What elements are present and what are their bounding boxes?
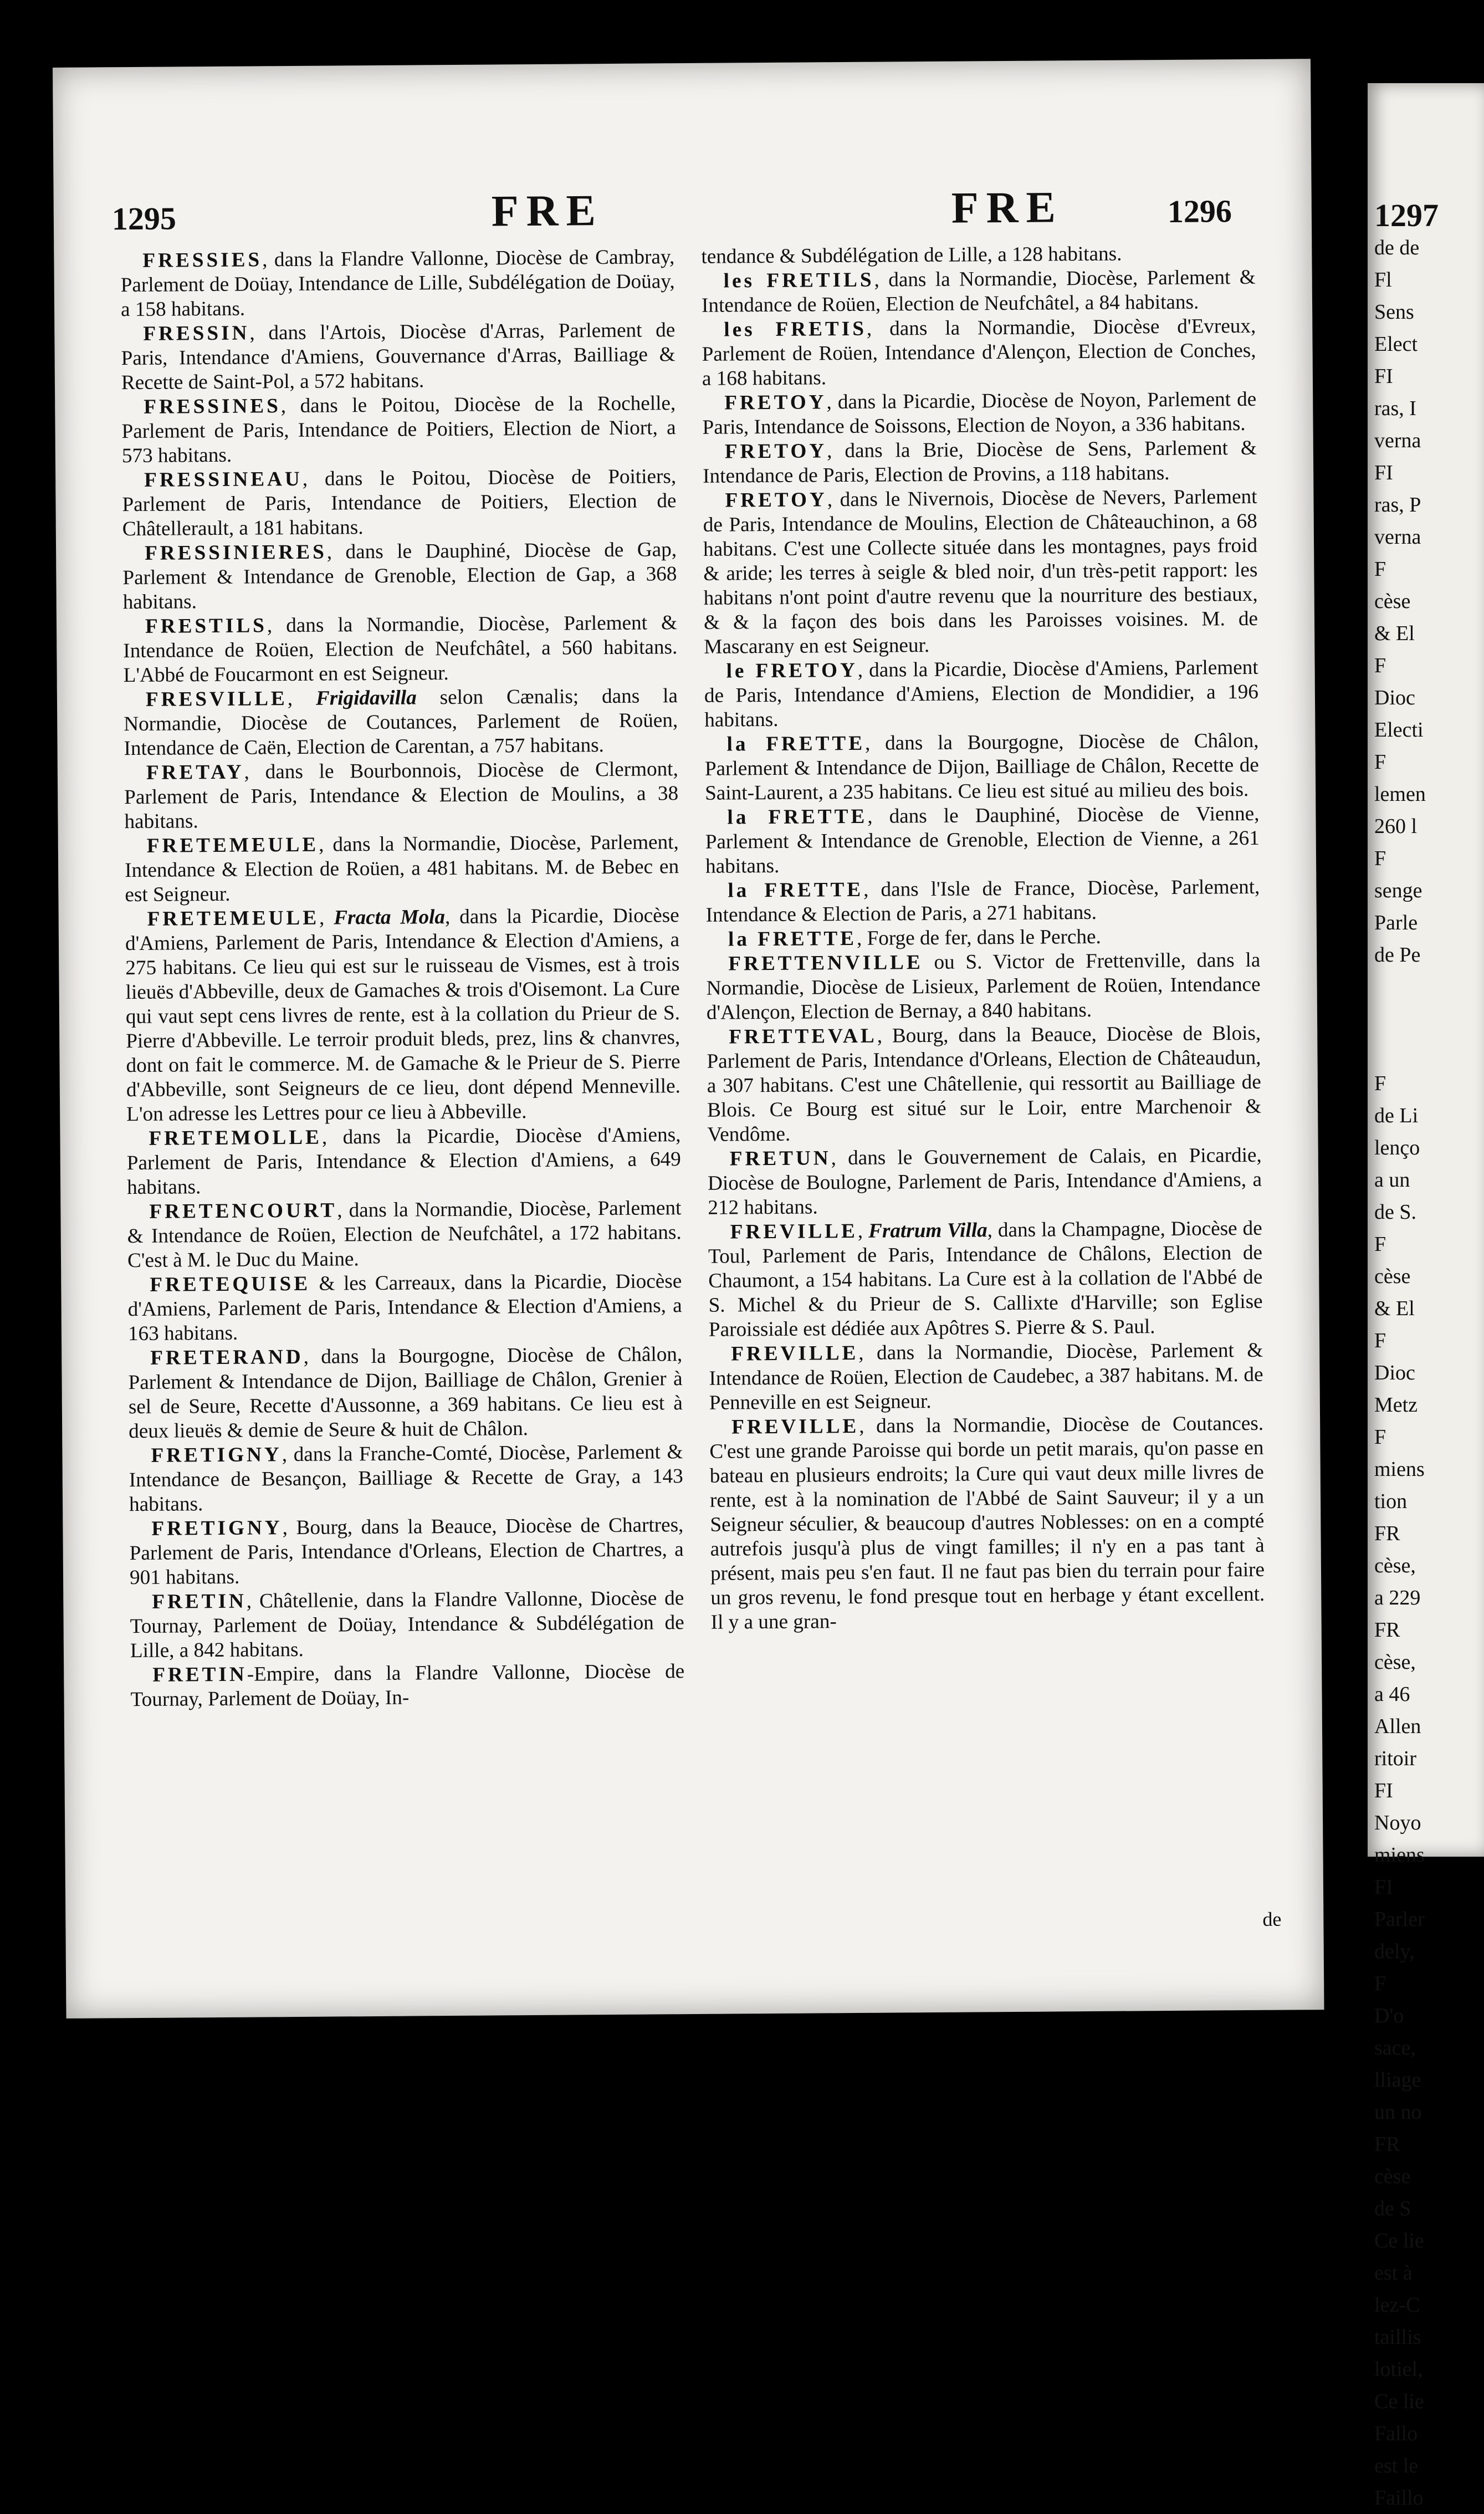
adjacent-page-fragment: F bbox=[1374, 1329, 1386, 1352]
entry-headword: FRETEQUISE bbox=[150, 1272, 311, 1296]
entry-text: , dans la Normandie, Diocèse de Coutances. C'est une grande Paroisse qui borde un petit marais, qu'on passe en bateau en plusieurs endroits; la Cure qui vaut deux mille livres de rente, est à la nomination de l'Abbé de Saint Sauveur; il y a un Seigneur séculier, & beaucoup d'autres Noblesses: on en a compté autrefois jusqu'à plus de vingt familles; il n'y en a pas tant à présent, mais peu s'en faut. Il ne faut pas bien du terrain pour faire un gros revenu, le fond presque tout en herbage y étant excellent. Il y a une gran- bbox=[709, 1412, 1265, 1634]
entry-headword: FREVILLE bbox=[730, 1219, 858, 1244]
entry-text: , Châtellenie, dans la Flandre Vallonne, Diocèse de Tournay, Parlement de Doüay, Intendance & Subdélégation de Lille, a 842 habitans. bbox=[130, 1587, 684, 1663]
adjacent-page-fragment bbox=[1368, 971, 1484, 1003]
dictionary-entry bbox=[121, 318, 676, 395]
entry-text: -Empire, dans la Flandre Vallonne, Diocèse de Tournay, Parlement de Doüay, In- bbox=[130, 1660, 685, 1711]
entry-text: , dans la Picardie, Diocèse d'Amiens, Parlement de Paris, Intendance & Election d'Amiens, a 275 habitans. Ce lieu qui est sur le ruisseau de Vismes, est à trois lieuës d'Abbeville, deux de Gamaches & trois d'Oisemont. La Cure qui vaut sept cens livres de rente, est à la collation du Prieur de S. Pierre d'Abbeville. Le terroir produit bleds, prez, lins & chanvres, dont on fait le commerce. M. de Gamache & le Prieur de S. Pierre d'Abbeville, sont Seigneurs de ce lieu, dont dépend Menneville. L'on adresse les Lettres pour ce lieu à Abbeville. bbox=[125, 904, 680, 1126]
entry-headword: FRETIGNY bbox=[151, 1443, 282, 1467]
adjacent-page-fragment: senge bbox=[1374, 879, 1422, 902]
dictionary-entry bbox=[130, 1586, 684, 1663]
entry-headword: FRETTEVAL bbox=[729, 1024, 877, 1049]
adjacent-page-fragment: F bbox=[1374, 1233, 1386, 1256]
dictionary-entry bbox=[706, 924, 1260, 952]
dictionary-entry bbox=[703, 436, 1257, 489]
entry-text: , dans le Dauphiné, Diocèse de Gap, Parlement & Intendance de Grenoble, Election de Gap, a 368 habitans. bbox=[122, 538, 677, 614]
entry-text: , Forge de fer, dans le Perche. bbox=[856, 925, 1101, 950]
adjacent-page-fragment: sace, bbox=[1374, 2036, 1416, 2060]
dictionary-entry bbox=[702, 387, 1257, 440]
entry-text: selon Cænalis; dans la Normandie, Diocèse de Coutances, Parlement de Roüen, Intendance de Caën, Election de Carentan, a 757 habitans. bbox=[124, 684, 678, 760]
entry-text: , dans le Poitou, Diocèse de Poitiers, Parlement de Paris, Intendance de Poitiers, Election de Châtellerault, a 181 habitans. bbox=[122, 465, 677, 541]
adjacent-page-fragment: cèse, bbox=[1374, 1651, 1416, 1674]
left-page-number: 1295 bbox=[111, 200, 177, 237]
entry-text: , dans la Bourgogne, Diocèse de Châlon, Parlement & Intendance de Dijon, Bailliage de Châlon, Grenier à sel de Seure, Recette d'Aussonne, a 369 habitans. Ce lieu est à deux lieuës & demie de Seure & huit de Châlon. bbox=[128, 1343, 683, 1443]
dictionary-entry bbox=[127, 1269, 682, 1346]
adjacent-page-fragment: de de bbox=[1374, 236, 1420, 259]
adjacent-page-number: 1297 bbox=[1374, 197, 1439, 233]
entry-headword: FREVILLE bbox=[731, 1341, 859, 1366]
dictionary-entry bbox=[126, 1123, 681, 1200]
adjacent-page-fragment: F bbox=[1374, 847, 1386, 870]
dictionary-entry bbox=[127, 1196, 682, 1273]
adjacent-page-fragment: Metz bbox=[1374, 1393, 1418, 1417]
adjacent-page-fragment: FI bbox=[1374, 1876, 1393, 1899]
entry-text: , dans le Nivernois, Diocèse de Nevers, Parlement de Paris, Intendance de Moulins, Election de Châteauchinon, a 68 habitans. C'est une Collecte située dans les montagnes, pays froid & aride; les terres à seigle & bled noir, d'un très-petit rapport: les habitans n'ont point d'autre revenu que la nourriture des bestiaux, & & la façon des bois dans les Paroisses voisines. M. de Mascarany en est Seigneur. bbox=[703, 485, 1258, 658]
entry-headword: FRETTENVILLE bbox=[728, 951, 923, 975]
right-page-number: 1296 bbox=[1167, 193, 1232, 229]
adjacent-page-fragment: FI bbox=[1374, 365, 1393, 388]
adjacent-page-fragment: F bbox=[1374, 654, 1386, 677]
dictionary-entry bbox=[705, 802, 1260, 879]
dictionary-entry bbox=[129, 1440, 683, 1517]
adjacent-page-fragment: dely, bbox=[1374, 1940, 1415, 1963]
adjacent-page-fragment: F bbox=[1374, 750, 1386, 774]
entry-headword: FRETUN bbox=[729, 1147, 831, 1171]
entry-text: , dans la Bourgogne, Diocèse de Châlon, Parlement & Intendance de Dijon, Bailliage de Châlon, Recette de Saint-Laurent, a 235 habitans. Ce lieu est situé au milieu des bois. bbox=[704, 729, 1259, 805]
entry-headword: FRETENCOURT bbox=[149, 1199, 337, 1223]
adjacent-page-fragment: Noyo bbox=[1374, 1811, 1421, 1835]
entry-text: , dans la Normandie, Diocèse, Parlement & Intendance de Roüen, Election de Neufchâtel, a 172 habitans. C'est à M. le Duc du Maine. bbox=[127, 1197, 682, 1273]
entry-headword: FRESSIN bbox=[143, 321, 250, 345]
adjacent-page-fragment: Fallo bbox=[1374, 2422, 1418, 2445]
adjacent-page-fragment: de S. bbox=[1374, 1200, 1416, 1224]
entry-headword: FRETEMEULE bbox=[147, 906, 320, 931]
adjacent-page-fragment: F bbox=[1374, 558, 1386, 581]
adjacent-page-fragment: & El bbox=[1374, 1297, 1415, 1320]
adjacent-page-fragment: miens bbox=[1374, 1458, 1425, 1481]
entry-headword: les FRETIS bbox=[724, 317, 867, 341]
adjacent-page-fragment: ras, I bbox=[1374, 397, 1416, 420]
entry-headword: FRESTILS bbox=[145, 614, 268, 638]
dictionary-entry bbox=[704, 656, 1258, 733]
adjacent-page-fragment: cèse bbox=[1374, 2165, 1411, 2188]
adjacent-page-fragment bbox=[1368, 1003, 1484, 1035]
left-running-head: FRE bbox=[491, 186, 604, 236]
entry-text: , dans la Flandre Vallonne, Diocèse de Cambray, Parlement de Doüay, Intendance de Lille, Subdélégation de Doüay, a 158 habitans. bbox=[120, 246, 675, 321]
dictionary-entry bbox=[709, 1338, 1263, 1416]
adjacent-page-fragment: verna bbox=[1374, 429, 1421, 452]
entry-headword: les FRETILS bbox=[723, 268, 874, 293]
entry-text: , dans la Champagne, Diocèse de Toul, Parlement de Paris, Intendance de Châlons, Election de Chaumont, a 154 habitans. La Cure est à la collation de l'Abbé de S. Michel & du Prieur de S. Callixte d'Harville; son Eglise Paroissiale est dédiée aux Apôtres S. Pierre & S. Paul. bbox=[708, 1217, 1263, 1341]
adjacent-page-fragment: verna bbox=[1374, 525, 1421, 549]
adjacent-page-fragment: Elect bbox=[1374, 333, 1418, 356]
dictionary-entry bbox=[702, 265, 1256, 318]
adjacent-page-fragment: de S bbox=[1374, 2197, 1411, 2220]
entry-headword: la FRETTE bbox=[727, 805, 868, 829]
adjacent-page-fragment: tion bbox=[1374, 1490, 1408, 1513]
adjacent-page-fragment: est à bbox=[1374, 2261, 1413, 2285]
entry-text: , dans l'Artois, Diocèse d'Arras, Parlement de Paris, Intendance d'Amiens, Gouvernance d'Arras, Bailliage & Recette de Saint-Pol, a 572 habitans. bbox=[121, 319, 676, 395]
entry-text: , dans la Normandie, Diocèse, Parlement & Intendance de Roüen, Election de Neufchâtel, a 84 habitans. bbox=[701, 265, 1256, 317]
entry-latin-name: Fracta Mola bbox=[334, 906, 446, 929]
entry-text: ou S. Victor de Frettenville, dans la Normandie, Diocèse de Lisieux, Parlement de Roüen, Intendance d'Alençon, Election de Bernay, a 840 habitans. bbox=[706, 948, 1261, 1024]
entry-headword: FREVILLE bbox=[731, 1414, 859, 1439]
dictionary-entry: FRESVILLE, Frigidavilla selon Cænalis; dans la Normandie, Diocèse de Coutances, Parlement de Roüen, Intendance de Caën, Election de Carentan, a 757 habitans. bbox=[124, 684, 678, 760]
entry-text: , dans la Normandie, Diocèse, Parlement & Intendance de Roüen, Election de Neufchâtel, a 560 habitans. L'Abbé de Foucarmont en est Seigneur. bbox=[123, 611, 678, 687]
entry-text: , dans la Picardie, Diocèse d'Amiens, Parlement de Paris, Intendance & Election d'Amiens, a 649 habitans. bbox=[126, 1123, 681, 1199]
dictionary-entry bbox=[707, 1021, 1262, 1147]
adjacent-page-fragment: lemen bbox=[1374, 783, 1426, 806]
entry-text: tendance & Subdélégation de Lille, a 128 habitans. bbox=[701, 242, 1122, 268]
adjacent-page-fragment: de Pe bbox=[1374, 943, 1421, 967]
entry-text: , Bourg, dans la Beauce, Diocèse de Chartres, Parlement de Paris, Intendance d'Orleans, Election de Chartres, a 901 habitans. bbox=[129, 1514, 684, 1590]
adjacent-page-fragment: Electi bbox=[1374, 718, 1424, 742]
entry-headword: FRETOY bbox=[724, 440, 827, 463]
entry-headword: FRETIN bbox=[152, 1663, 247, 1687]
dictionary-entry bbox=[706, 948, 1261, 1025]
adjacent-page-fragment: Ce lie bbox=[1374, 2229, 1424, 2252]
entry-text: , dans la Picardie, Diocèse d'Amiens, Parlement de Paris, Intendance d'Amiens, Election de Mondidier, a 196 habitans. bbox=[704, 656, 1259, 732]
adjacent-page-fragment: D'o bbox=[1374, 2004, 1404, 2027]
entry-text: , dans le Gouvernement de Calais, en Picardie, Diocèse de Boulogne, Parlement de Paris, Intendance d'Amiens, a 212 habitans. bbox=[707, 1143, 1262, 1219]
adjacent-page-fragment: Allen bbox=[1374, 1715, 1421, 1738]
dictionary-entry bbox=[708, 1143, 1262, 1220]
entry-text: , dans la Normandie, Diocèse, Parlement, Intendance & Election de Roüen, a 481 habitans. M. de Bebec en est Seigneur. bbox=[124, 831, 679, 907]
adjacent-page-fragment: ritoir bbox=[1374, 1747, 1416, 1770]
entry-headword: FRETOY bbox=[725, 488, 827, 512]
entry-text: , dans la Franche-Comté, Diocèse, Parlement & Intendance de Besançon, Bailliage & Recette de Gray, a 143 habitans. bbox=[129, 1440, 683, 1516]
adjacent-page-fragment: cèse bbox=[1374, 1265, 1411, 1288]
adjacent-page-fragment: 260 l bbox=[1374, 815, 1418, 838]
adjacent-page-fragment: F bbox=[1374, 1072, 1386, 1095]
adjacent-page-fragment: Parler bbox=[1374, 1908, 1425, 1931]
dictionary-entry bbox=[702, 314, 1256, 391]
dictionary-entry bbox=[122, 464, 677, 541]
adjacent-page bbox=[1368, 83, 1484, 2510]
adjacent-page-fragment: Parle bbox=[1374, 911, 1418, 934]
entry-headword: FRESVILLE bbox=[145, 687, 288, 711]
entry-headword: la FRETTE bbox=[728, 927, 857, 951]
entry-headword: FRETEMEULE bbox=[146, 833, 319, 857]
dictionary-entry bbox=[122, 538, 677, 615]
adjacent-page-fragment: a un bbox=[1374, 1168, 1410, 1192]
dictionary-entry bbox=[128, 1342, 683, 1444]
adjacent-page-fragment: FI bbox=[1374, 461, 1393, 484]
adjacent-page-fragment: lez-C bbox=[1374, 2293, 1420, 2317]
entry-text: , dans le Dauphiné, Diocèse de Vienne, Parlement & Intendance de Grenoble, Election de Vienne, a 261 habitans. bbox=[705, 802, 1260, 878]
adjacent-page-fragment: FR bbox=[1374, 1522, 1400, 1545]
adjacent-page-fragment: cèse, bbox=[1374, 1554, 1416, 1577]
adjacent-page-fragment: un no bbox=[1374, 2101, 1422, 2124]
adjacent-page-fragment: FR bbox=[1374, 2133, 1400, 2156]
dictionary-entry bbox=[709, 1412, 1265, 1635]
adjacent-page-fragment: est le bbox=[1374, 2454, 1419, 2477]
adjacent-page-fragment: F bbox=[1374, 1425, 1386, 1449]
entry-headword: FRESSINEAU bbox=[144, 467, 303, 492]
book-page-spread bbox=[53, 59, 1324, 2019]
adjacent-page-fragment: cèse bbox=[1374, 590, 1411, 613]
adjacent-page-fragment bbox=[1368, 1035, 1484, 1067]
entry-text: , dans la Normandie, Diocèse, Parlement & Intendance de Roüen, Election de Caudebec, a 387 habitans. M. de Penneville en est Seigneur. bbox=[709, 1338, 1263, 1414]
adjacent-page-fragment: F bbox=[1374, 1972, 1386, 1995]
adjacent-page-fragment: FI bbox=[1374, 1779, 1393, 1802]
adjacent-page-fragment: lenço bbox=[1374, 1136, 1420, 1159]
dictionary-entry bbox=[704, 729, 1259, 806]
entry-text: , dans la Brie, Diocèse de Sens, Parlement & Intendance de Paris, Election de Provins, a 118 habitans. bbox=[703, 436, 1257, 488]
entry-text: , Bourg, dans la Beauce, Diocèse de Blois, Parlement de Paris, Intendance d'Orleans, Election de Châteaudun, a 307 habitans. C'est une Châtellenie, qui ressortit au Bailliage de Blois. Ce Bourg est situé sur le Loir, entre Marchenoir & Vendôme. bbox=[707, 1021, 1262, 1146]
dictionary-entry bbox=[125, 830, 679, 907]
adjacent-page-fragment: de Li bbox=[1374, 1104, 1419, 1127]
adjacent-page-fragment: FR bbox=[1374, 1618, 1400, 1642]
adjacent-page-fragment: Fl bbox=[1374, 268, 1392, 292]
catchword: de bbox=[1262, 1908, 1282, 1930]
adjacent-page-fragment: ras, P bbox=[1374, 493, 1421, 517]
adjacent-page-fragment: lotiel, bbox=[1374, 2358, 1423, 2381]
entry-headword: FRETERAND bbox=[150, 1345, 304, 1370]
entry-headword: FRETEMOLLE bbox=[149, 1126, 323, 1150]
adjacent-page-fragment: Ce lie bbox=[1374, 2390, 1424, 2413]
dictionary-entry bbox=[120, 245, 675, 322]
adjacent-page-fragments bbox=[1368, 232, 1484, 2514]
dictionary-entry bbox=[124, 757, 679, 834]
adjacent-page-fragment: Dioc bbox=[1374, 1361, 1415, 1384]
entry-text: , dans la Normandie, Diocèse d'Evreux, Parlement de Roüen, Intendance d'Alençon, Election de Conches, a 168 habitans. bbox=[702, 314, 1256, 390]
entry-headword: FRETAY bbox=[146, 760, 244, 784]
entry-text: , dans l'Isle de France, Diocèse, Parlement, Intendance & Election de Paris, a 271 habitans. bbox=[705, 875, 1260, 927]
dictionary-entry bbox=[703, 485, 1258, 660]
entry-latin-name: Fratrum Villa bbox=[868, 1219, 987, 1243]
adjacent-page-fragment: Faillo bbox=[1374, 2486, 1424, 2510]
dictionary-entry bbox=[705, 875, 1260, 928]
adjacent-page-fragment: a 229 bbox=[1374, 1586, 1421, 1609]
entry-headword: FRESSINES bbox=[144, 395, 281, 418]
entry-headword: la FRETTE bbox=[726, 732, 866, 756]
adjacent-page-fragment: taillis bbox=[1374, 2326, 1421, 2349]
entry-text: , dans la Picardie, Diocèse de Noyon, Parlement de Paris, Intendance de Soissons, Election de Noyon, a 336 habitans. bbox=[702, 387, 1257, 439]
entry-text: , dans le Bourbonnois, Diocèse de Clermont, Parlement de Paris, Intendance & Election de Moulins, a 38 habitans. bbox=[124, 758, 679, 834]
entry-headword: FRESSINIERES bbox=[144, 540, 327, 565]
dictionary-entry bbox=[123, 611, 678, 688]
entry-headword: FRESSIES bbox=[142, 248, 263, 272]
entry-headword: FRETIN bbox=[152, 1590, 247, 1613]
entry-headword: FRETOY bbox=[724, 391, 827, 415]
entry-headword: la FRETTE bbox=[728, 878, 864, 902]
entry-text: , dans le Poitou, Diocèse de la Rochelle, Parlement de Paris, Intendance de Poitiers, Election de Niort, a 573 habitans. bbox=[121, 392, 676, 468]
entry-headword: le FRETOY bbox=[726, 658, 858, 683]
dictionary-entry bbox=[121, 391, 676, 468]
dictionary-entry: FREVILLE, Fratrum Villa, dans la Champagne, Diocèse de Toul, Parlement de Paris, Intendance de Châlons, Election de Chaumont, a 154 habitans. La Cure est à la collation de l'Abbé de S. Michel & du Prieur de S. Callixte d'Harville; son Eglise Paroissiale est dédiée aux Apôtres S. Pierre & S. Paul. bbox=[708, 1217, 1263, 1341]
right-running-head: FRE bbox=[951, 183, 1064, 233]
entry-latin-name: Frigidavilla bbox=[315, 686, 417, 710]
entry-headword: FRETIGNY bbox=[151, 1516, 283, 1540]
adjacent-page-fragment: Dioc bbox=[1374, 686, 1415, 709]
adjacent-page-fragment: a 46 bbox=[1374, 1683, 1410, 1706]
adjacent-page-fragment: lliage bbox=[1374, 2068, 1421, 2092]
dictionary-entry bbox=[130, 1659, 685, 1712]
dictionary-entry: FRETEMEULE, Fracta Mola, dans la Picardie, Diocèse d'Amiens, Parlement de Paris, Intendance & Election d'Amiens, a 275 habitans. Ce lieu qui est sur le ruisseau de Vismes, est à trois lieuës d'Abbeville, deux de Gamaches & trois d'Oisemont. La Cure qui vaut sept cens livres de rente, est à la collation du Prieur de S. Pierre d'Abbeville. Le terroir produit bleds, prez, lins & chanvres, dont on fait le commerce. M. de Gamache & le Prieur de S. Pierre d'Abbeville, sont Seigneurs de ce lieu, dont dépend Menneville. L'on adresse les Lettres pour ce lieu à Abbeville. bbox=[125, 904, 680, 1126]
left-column bbox=[120, 245, 684, 1712]
adjacent-page-fragment: & El bbox=[1374, 622, 1415, 645]
right-column bbox=[701, 241, 1265, 1635]
adjacent-page-fragment: miens bbox=[1374, 1843, 1425, 1867]
entry-text: & les Carreaux, dans la Picardie, Diocèse d'Amiens, Parlement de Paris, Intendance & Election d'Amiens, a 163 habitans. bbox=[127, 1270, 682, 1346]
adjacent-page-fragment: Sens bbox=[1374, 300, 1414, 324]
dictionary-entry bbox=[701, 241, 1255, 269]
dictionary-entry bbox=[129, 1513, 684, 1590]
